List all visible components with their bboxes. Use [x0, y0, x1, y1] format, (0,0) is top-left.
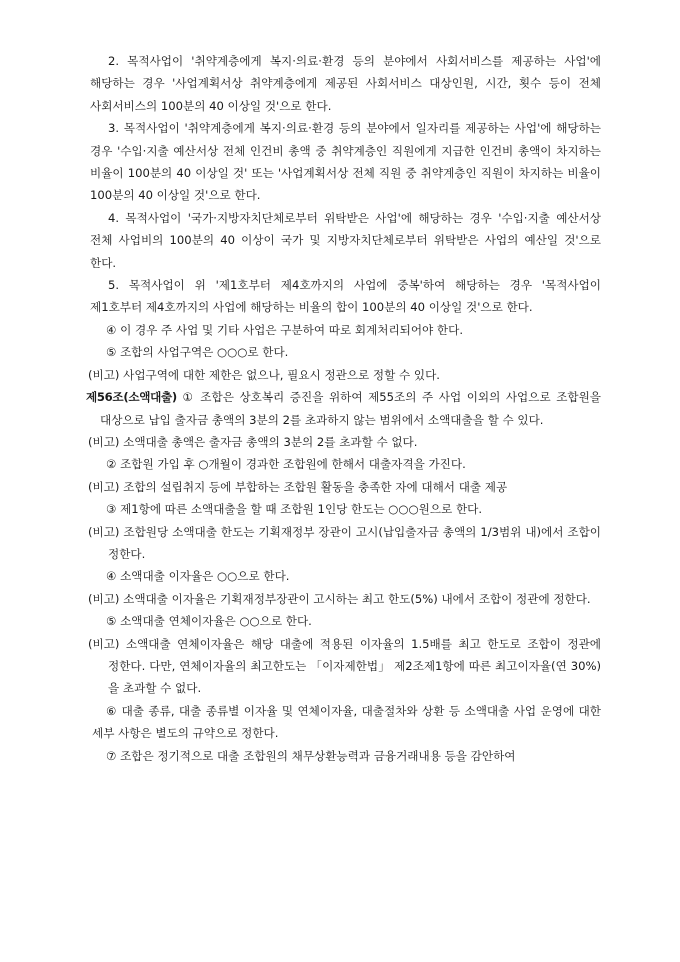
clause-6-details: ⑥ 대출 종류, 대출 종류별 이자율 및 연체이자율, 대출절차와 상환 등 소액대출 사업 운영에 대한 세부 사항은 별도의 규약으로 정한다.: [92, 703, 601, 741]
paragraph-item-4: 4. 목적사업이 '국가·지방자치단체로부터 위탁받은 사업'에 해당하는 경우 '수입·지출 예산서상 전체 사업비의 100분의 40 이상이 국가 및 지방자치단체로부터 위탁받은 사업의 예산일 것'으로 한다.: [90, 210, 601, 270]
note-eligibility: (비고) 조합의 설립취지 등에 부합하는 조합원 활동을 충족한 자에 대해서 대출 제공: [88, 479, 508, 494]
article-56-clause-1: ① 조합은 상호복리 증진을 위하여 제55조의 주 사업 이외의 사업으로 조합원을 대상으로 납입 출자금 총액의 3분의 2를 초과하지 않는 범위에서 소액대출을 할 수 있다.: [100, 390, 601, 427]
document-page: [86, 50, 601, 767]
clause-4-interest: ④ 소액대출 이자율은 ○○으로 한다.: [106, 569, 290, 584]
note-overdue-interest: (비고) 소액대출 연체이자율은 해당 대출에 적용된 이자율의 1.5배를 최고 한도로 조합이 정관에 정한다. 다만, 연체이자율의 최고한도는 「이자제한법」 제2조제1항에 따른 최고이자율(연 30%)을 초과할 수 없다.: [88, 636, 601, 696]
note-limit: (비고) 조합원당 소액대출 한도는 기획재정부 장관이 고시(납입출자금 총액의 1/3범위 내)에서 조합이 정한다.: [88, 524, 601, 561]
note-business-area: (비고) 사업구역에 대한 제한은 없으나, 필요시 정관으로 정할 수 있다.: [88, 367, 440, 382]
paragraph-item-2: 2. 목적사업이 '취약계층에게 복지·의료·환경 등의 분야에서 사회서비스를 제공하는 사업'에 해당하는 경우 '사업계획서상 취약계층에게 제공된 사회서비스 대상인원, 시간, 횟수 등이 전체 사회서비스의 100분의 40 이상일 것'으로 한다.: [90, 54, 601, 113]
clause-4-accounting: ④ 이 경우 주 사업 및 기타 사업은 구분하여 따로 회계처리되어야 한다.: [106, 322, 464, 337]
article-56: [86, 386, 601, 431]
note-loan-total: (비고) 소액대출 총액은 출자금 총액의 3분의 2를 초과할 수 없다.: [88, 434, 418, 449]
paragraph-item-3: 3. 목적사업이 '취약계층에게 복지·의료·환경 등의 분야에서 일자리를 제공하는 사업'에 해당하는 경우 '수입·지출 예산서상 전체 인건비 총액 중 취약계층인 직원에게 지급한 인건비 총액이 차지하는 비율이 100분의 40 이상일 것' 또는 '사업계획서상 전체 직원 중 취약계층인 직원이 차지하는 비율이 100분의 40 이상일 것'으로 한다.: [90, 121, 601, 203]
clause-7-review: ⑦ 조합은 정기적으로 대출 조합원의 채무상환능력과 금융거래내용 등을 감안하여: [106, 748, 516, 763]
clause-2-eligibility: ② 조합원 가입 후 ○개월이 경과한 조합원에 한해서 대출자격을 가진다.: [106, 457, 466, 472]
clause-3-limit: ③ 제1항에 따른 소액대출을 할 때 조합원 1인당 한도는 ○○○원으로 한다.: [106, 502, 483, 517]
note-interest: (비고) 소액대출 이자율은 기획재정부장관이 고시하는 최고 한도(5%) 내에서 조합이 정관에 정한다.: [88, 591, 591, 606]
clause-5-business-area: ⑤ 조합의 사업구역은 ○○○로 한다.: [106, 345, 289, 360]
clause-5-overdue-interest: ⑤ 소액대출 연체이자율은 ○○으로 한다.: [106, 614, 312, 629]
article-56-title: 제56조(소액대출): [86, 390, 177, 405]
paragraph-item-5: 5. 목적사업이 위 '제1호부터 제4호까지의 사업에 중복'하여 해당하는 경우 '목적사업이 제1호부터 제4호까지의 사업에 해당하는 비율의 합이 100분의 40 이상일 것'으로 한다.: [90, 278, 601, 315]
